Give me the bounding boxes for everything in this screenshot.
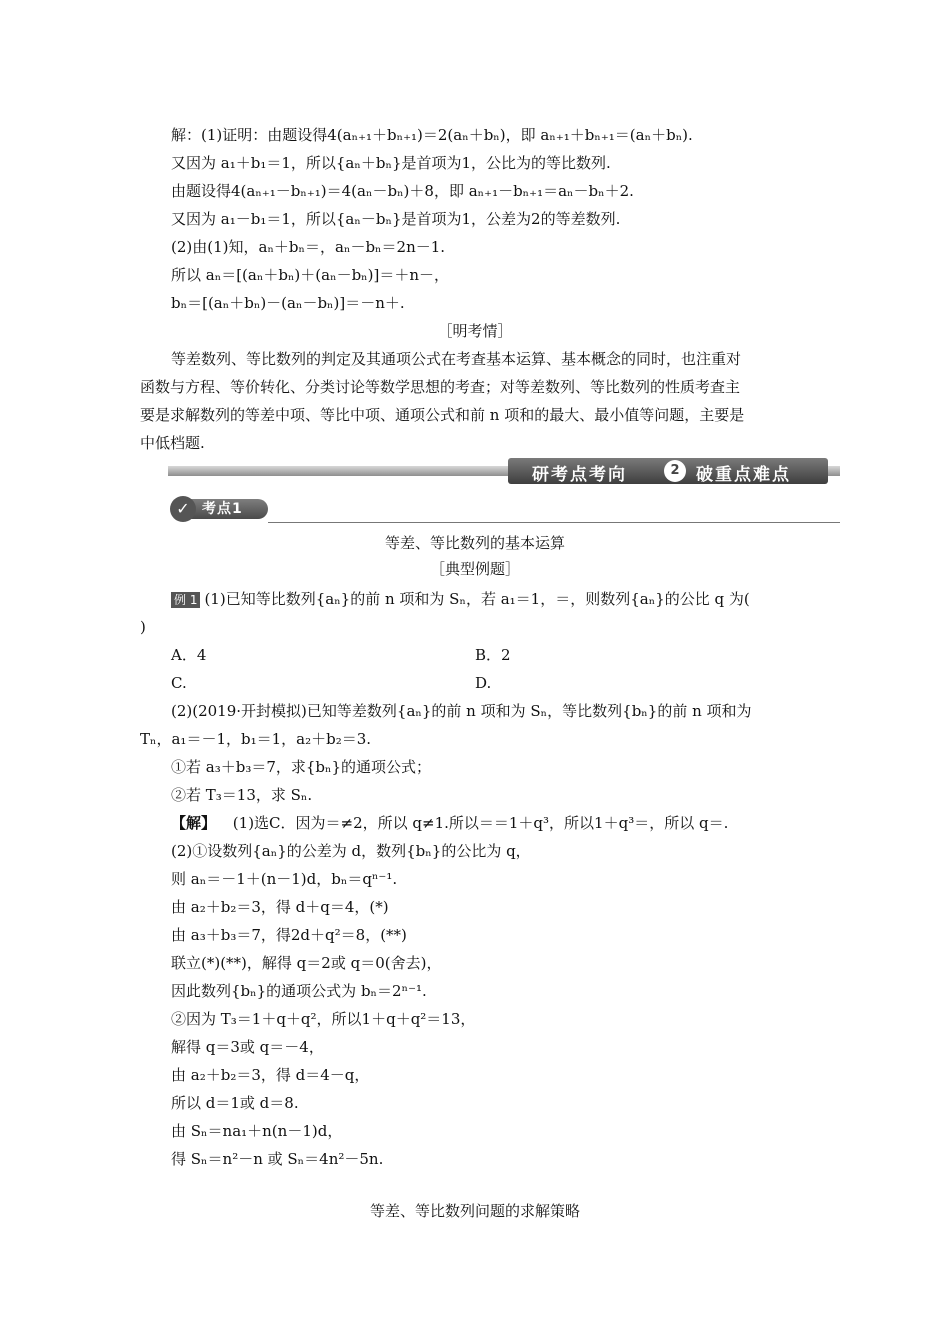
answer-line-1 bbox=[171, 812, 728, 834]
example-q2-part-1: ①若 a₃＋b₃＝7，求{bₙ}的通项公式； bbox=[171, 758, 432, 776]
mingkaoqing-para-line-1: 等差数列、等比数列的判定及其通项公式在考查基本运算、基本概念的同时，也注重对 bbox=[171, 350, 742, 368]
answer-line-8: ②因为 T₃＝1＋q＋q²，所以1＋q＋q²＝13， bbox=[171, 1010, 476, 1028]
example-question-1 bbox=[171, 588, 750, 610]
mingkaoqing-para-line-2: 函数与方程、等价转化、分类讨论等数学思想的考查；对等差数列、等比数列的性质考查主 bbox=[140, 378, 741, 396]
answer-line-12: 由 Sₙ＝na₁＋n(n－1)d， bbox=[171, 1122, 343, 1140]
kaodian-label: 考点1 bbox=[190, 499, 268, 519]
topic-title: 等差、等比数列的基本运算 bbox=[384, 534, 565, 552]
check-icon: ✓ bbox=[170, 496, 196, 522]
strategy-title: 等差、等比数列问题的求解策略 bbox=[369, 1202, 580, 1220]
solution-line-7: bₙ＝[(aₙ＋bₙ)－(aₙ－bₙ)]＝－n＋. bbox=[171, 294, 405, 312]
mingkaoqing-para-line-4: 中低档题. bbox=[140, 434, 205, 452]
answer-line-10: 由 a₂＋b₂＝3，得 d＝4－q， bbox=[171, 1066, 370, 1084]
banner-number-circle: 2 bbox=[664, 460, 686, 482]
answer-line-1-text: (1)选C．因为＝≠2，所以 q≠1.所以＝＝1＋q³，所以1＋q³＝，所以 q＝. bbox=[232, 814, 729, 832]
section-banner bbox=[168, 458, 840, 484]
answer-line-11: 所以 d＝1或 d＝8. bbox=[171, 1094, 299, 1112]
solution-line-1: 解：(1)证明：由题设得4(aₙ₊₁＋bₙ₊₁)＝2(aₙ＋bₙ)，即 aₙ₊₁＋bₙ₊₁＝(aₙ＋bₙ). bbox=[171, 126, 693, 144]
example-q2-part-2: ②若 T₃＝13，求 Sₙ. bbox=[171, 786, 313, 804]
answer-line-7: 因此数列{bₙ}的通项公式为 bₙ＝2ⁿ⁻¹. bbox=[171, 982, 427, 1000]
kaodian-rule bbox=[268, 522, 840, 523]
option-a: A．4 bbox=[171, 646, 207, 664]
answer-line-5: 由 a₃＋b₃＝7，得2d＋q²＝8，(**) bbox=[171, 926, 407, 944]
solution-line-2: 又因为 a₁＋b₁＝1，所以{aₙ＋bₙ}是首项为1，公比为的等比数列. bbox=[171, 154, 611, 172]
solution-line-6: 所以 aₙ＝[(aₙ＋bₙ)＋(aₙ－bₙ)]＝＋n－， bbox=[171, 266, 450, 284]
answer-head: 【解】 bbox=[171, 814, 217, 832]
banner-left-text: 研考点考向 bbox=[532, 465, 627, 485]
example-q1-close: ) bbox=[140, 618, 146, 636]
mingkaoqing-para-line-3: 要是求解数列的等差中项、等比中项、通项公式和前 n 项和的最大、最小值等问题，主要是 bbox=[140, 406, 745, 424]
answer-line-2: (2)①设数列{aₙ}的公差为 d，数列{bₙ}的公比为 q， bbox=[171, 842, 531, 860]
example-q2-line-2: Tₙ，a₁＝－1，b₁＝1，a₂＋b₂＝3. bbox=[140, 730, 372, 748]
answer-line-3: 则 aₙ＝－1＋(n－1)d，bₙ＝qⁿ⁻¹. bbox=[171, 870, 398, 888]
banner-right-text: 破重点难点 bbox=[696, 465, 791, 485]
solution-line-5: (2)由(1)知，aₙ＋bₙ＝，aₙ－bₙ＝2n－1. bbox=[171, 238, 446, 256]
option-d: D. bbox=[475, 674, 492, 692]
option-b: B．2 bbox=[475, 646, 511, 664]
typical-examples-heading: ［典型例题］ bbox=[429, 560, 520, 578]
option-c: C. bbox=[171, 674, 187, 692]
solution-line-3: 由题设得4(aₙ₊₁－bₙ₊₁)＝4(aₙ－bₙ)＋8，即 aₙ₊₁－bₙ₊₁＝aₙ－bₙ＋2. bbox=[171, 182, 634, 200]
answer-line-6: 联立(*)(**)，解得 q＝2或 q＝0(舍去)， bbox=[171, 954, 442, 972]
answer-line-4: 由 a₂＋b₂＝3，得 d＋q＝4，(*) bbox=[171, 898, 389, 916]
answer-line-9: 解得 q＝3或 q＝－4， bbox=[171, 1038, 324, 1056]
solution-line-4: 又因为 a₁－b₁＝1，所以{aₙ－bₙ}是首项为1，公差为2的等差数列. bbox=[171, 210, 621, 228]
mingkaoqing-title: ［明考情］ bbox=[437, 322, 513, 340]
example-q2-line-1: (2)(2019·开封模拟)已知等差数列{aₙ}的前 n 项和为 Sₙ，等比数列{bₙ}的前 n 项和为 bbox=[171, 702, 752, 720]
answer-line-13: 得 Sₙ＝n²－n 或 Sₙ＝4n²－5n. bbox=[171, 1150, 384, 1168]
example-badge: 例 1 bbox=[171, 592, 200, 608]
kaodian-header bbox=[168, 496, 840, 524]
example-q1-text: (1)已知等比数列{aₙ}的前 n 项和为 Sₙ，若 a₁＝1，＝，则数列{aₙ}的公比 q 为( bbox=[204, 590, 750, 608]
